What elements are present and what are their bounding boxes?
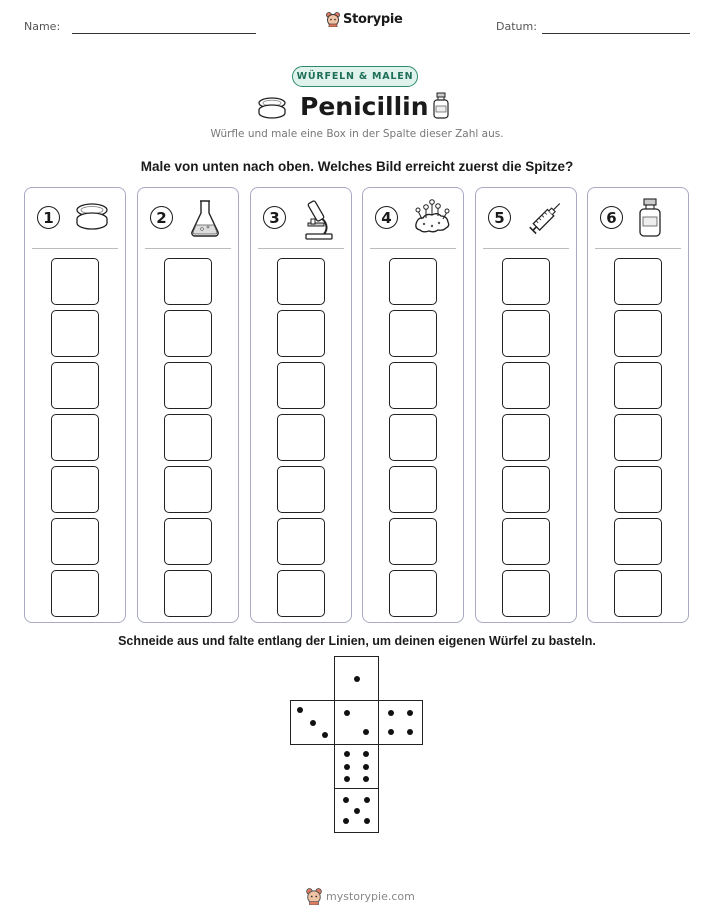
die-pip (364, 797, 370, 803)
column-header (147, 202, 231, 238)
die-pip (363, 751, 369, 757)
color-box[interactable] (389, 570, 437, 617)
color-box[interactable] (389, 258, 437, 305)
die-pip (388, 729, 394, 735)
color-box[interactable] (51, 258, 99, 305)
color-box[interactable] (502, 414, 550, 461)
column-header (372, 202, 456, 238)
color-box[interactable] (614, 310, 662, 357)
column-divider (595, 248, 681, 249)
color-box[interactable] (502, 258, 550, 305)
color-box[interactable] (164, 414, 212, 461)
color-box[interactable] (277, 362, 325, 409)
color-box[interactable] (277, 570, 325, 617)
die-pip (343, 818, 349, 824)
die-pip (322, 732, 328, 738)
instruction: Male von unten nach oben. Welches Bild erreicht zuerst die Spitze? (140, 159, 574, 174)
column-divider (32, 248, 118, 249)
column-4 (362, 187, 464, 623)
die-face-1 (334, 656, 379, 701)
column-6 (587, 187, 689, 623)
syringe-icon (525, 198, 567, 243)
storypie-logo (326, 12, 403, 27)
column-divider (145, 248, 231, 249)
color-box[interactable] (614, 414, 662, 461)
color-box[interactable] (51, 310, 99, 357)
die-face-6 (334, 744, 379, 789)
die-face-2 (334, 700, 379, 745)
footer (306, 888, 415, 905)
column-divider (370, 248, 456, 249)
color-box[interactable] (389, 362, 437, 409)
color-box[interactable] (614, 466, 662, 513)
column-5 (475, 187, 577, 623)
flask-icon (187, 198, 223, 243)
die-pip (363, 729, 369, 735)
column-number: 6 (600, 206, 623, 229)
name-line[interactable] (72, 33, 256, 34)
die-pip (310, 720, 316, 726)
die-pip (363, 776, 369, 782)
color-box[interactable] (614, 518, 662, 565)
bear-logo-icon (326, 12, 340, 27)
date-line[interactable] (542, 33, 690, 34)
column-divider (258, 248, 344, 249)
column-header (260, 202, 344, 238)
column-number: 3 (263, 206, 286, 229)
column-header (485, 202, 569, 238)
color-box[interactable] (277, 258, 325, 305)
color-box[interactable] (51, 518, 99, 565)
footer-url: mystorypie.com (326, 890, 415, 903)
color-box[interactable] (277, 414, 325, 461)
column-number: 1 (37, 206, 60, 229)
color-box[interactable] (389, 414, 437, 461)
color-box[interactable] (164, 518, 212, 565)
color-box[interactable] (164, 258, 212, 305)
petri-dish-icon (74, 198, 110, 239)
color-box[interactable] (502, 362, 550, 409)
column-number: 5 (488, 206, 511, 229)
color-box[interactable] (614, 570, 662, 617)
die-pip (354, 676, 360, 682)
column-divider (483, 248, 569, 249)
die-pip (343, 797, 349, 803)
page-title: Penicillin (300, 92, 429, 121)
color-box[interactable] (389, 518, 437, 565)
die-pip (407, 710, 413, 716)
die-pip (363, 764, 369, 770)
die-pip (407, 729, 413, 735)
color-box[interactable] (277, 310, 325, 357)
die-pip (344, 776, 350, 782)
color-box[interactable] (164, 362, 212, 409)
column-1 (24, 187, 126, 623)
vial-icon (637, 198, 663, 243)
brand-name: Storypie (343, 12, 403, 27)
die-pip (344, 710, 350, 716)
color-box[interactable] (389, 310, 437, 357)
bear-footer-icon (306, 888, 322, 905)
column-2 (137, 187, 239, 623)
color-box[interactable] (614, 258, 662, 305)
color-box[interactable] (502, 570, 550, 617)
color-box[interactable] (277, 518, 325, 565)
column-header (34, 202, 118, 238)
die-pip (344, 764, 350, 770)
color-box[interactable] (51, 466, 99, 513)
color-box[interactable] (164, 570, 212, 617)
cut-instruction: Schneide aus und falte entlang der Linien, um deinen eigenen Würfel zu basteln. (118, 634, 596, 648)
column-header (597, 202, 681, 238)
color-box[interactable] (51, 570, 99, 617)
name-label: Name: (24, 20, 61, 33)
color-box[interactable] (502, 466, 550, 513)
die-pip (344, 751, 350, 757)
color-box[interactable] (502, 518, 550, 565)
color-box[interactable] (164, 466, 212, 513)
color-box[interactable] (51, 414, 99, 461)
die-pip (388, 710, 394, 716)
column-number: 4 (375, 206, 398, 229)
column-number: 2 (150, 206, 173, 229)
die-face-5 (334, 788, 379, 833)
die-face-3 (290, 700, 335, 745)
color-box[interactable] (389, 466, 437, 513)
color-box[interactable] (164, 310, 212, 357)
color-box[interactable] (51, 362, 99, 409)
die-face-4 (378, 700, 423, 745)
column-3 (250, 187, 352, 623)
activity-badge: WÜRFELN & MALEN (292, 66, 418, 87)
die-pip (364, 818, 370, 824)
vial-title-icon (432, 92, 450, 120)
color-box[interactable] (502, 310, 550, 357)
die-pip (354, 808, 360, 814)
date-label: Datum: (496, 20, 537, 33)
die-pip (297, 707, 303, 713)
petri-dish-title-icon (257, 95, 287, 119)
color-box[interactable] (277, 466, 325, 513)
color-box[interactable] (614, 362, 662, 409)
microscope-icon (300, 198, 336, 245)
mold-icon (412, 198, 452, 239)
subtitle: Würfle und male eine Box in der Spalte dieser Zahl aus. (210, 128, 504, 140)
